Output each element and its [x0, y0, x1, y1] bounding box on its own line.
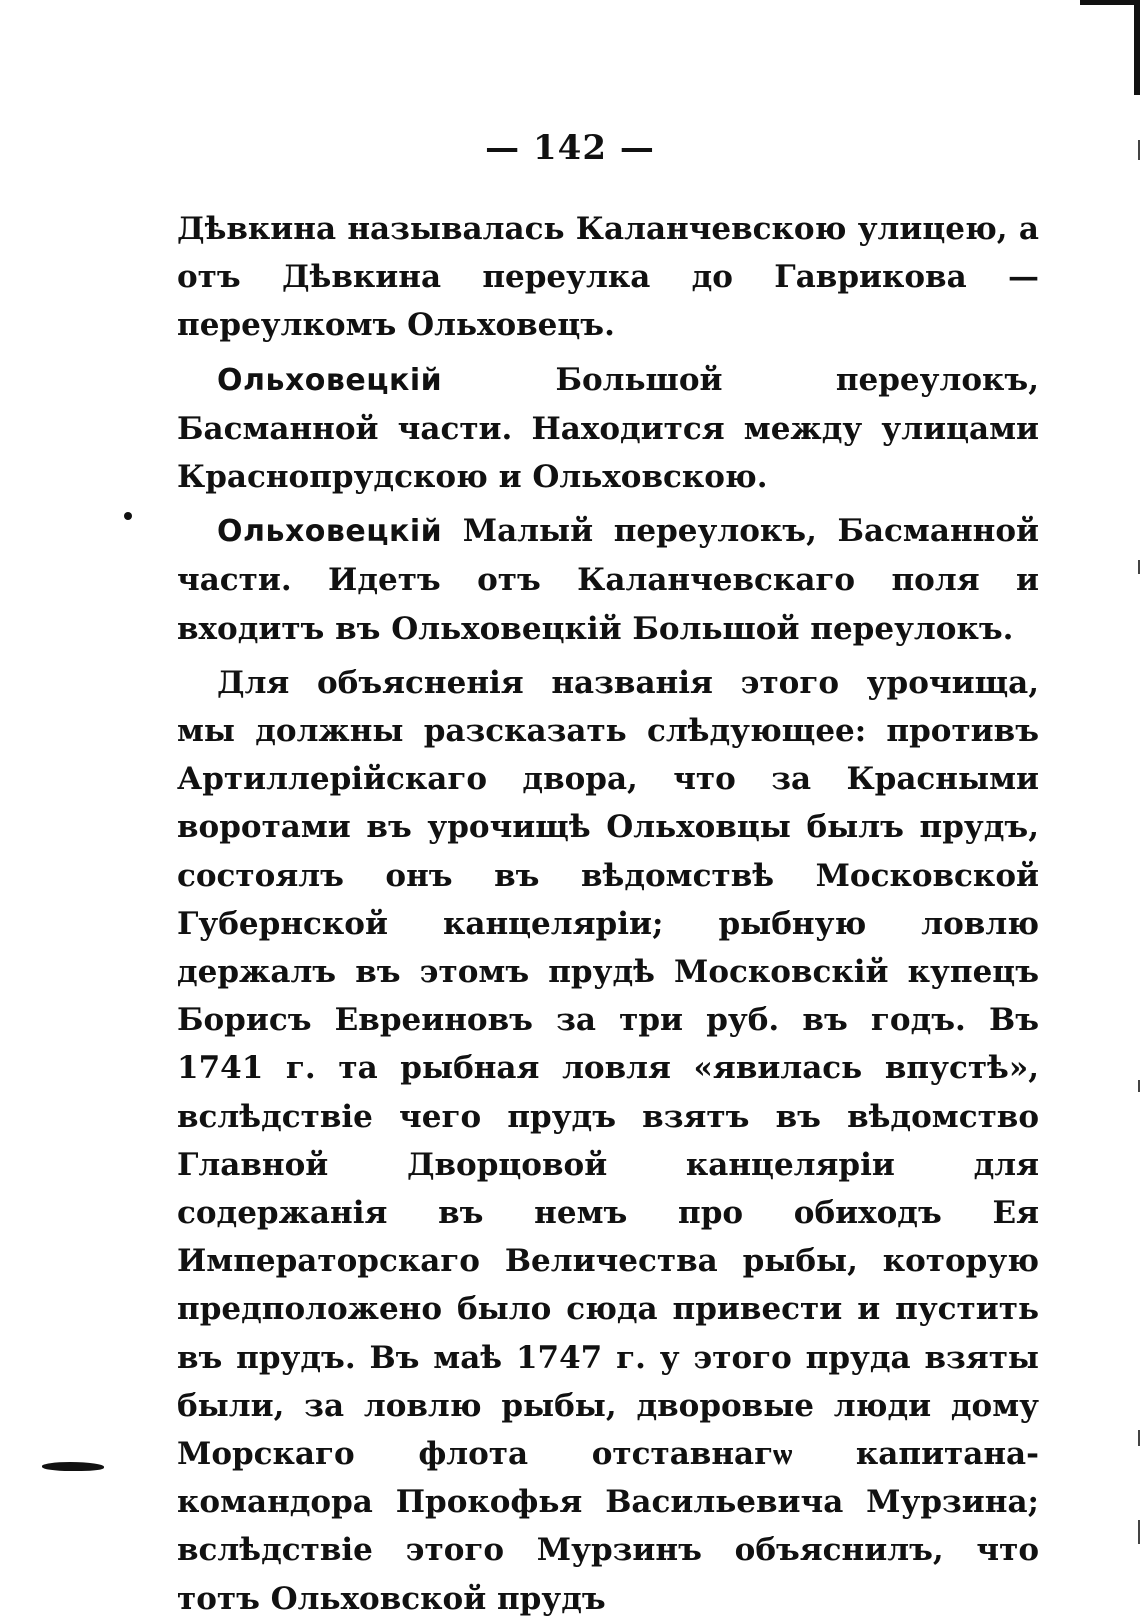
paragraph-text: Дѣвкина называлась Каланчевскою улицею, а отъ Дѣвкина переулка до Гаврикова — переулкомъ Ольховецъ. — [177, 211, 1039, 344]
entry-headword: Ольховецкій — [217, 362, 443, 398]
paragraph-text: Для объясненія названія этого урочища, мы должны разсказать слѣдующее: противъ Артиллерійскаго двора, что за Красными воротами въ урочищѣ Ольховцы былъ прудъ, состоялъ онъ въ вѣдомствѣ Московской Губернской канцеляріи; рыбную ловлю держалъ въ этомъ прудѣ Московскій купецъ Борисъ Евреиновъ за три руб. въ годъ. Въ 1741 г. та рыбная ловля «явилась впустѣ», вслѣдствіе чего прудъ взятъ въ вѣдомство Главной Дворцовой канцеляріи для содержанія въ немъ про обиходъ Ея Императорскаго Величества рыбы, которую предположено было сюда привести и пустить въ прудъ. Въ маѣ 1747 г. у этого пруда взяты были, за ловлю рыбы, дворовые люди дому Морскаго флота отставнагѡ капитана-командора Прокофья Васильевича Мурзина; вслѣдствіе этого Мурзинъ объяснилъ, что тотъ Ольховской прудъ — [177, 664, 1039, 1617]
paragraph — [177, 205, 1039, 350]
scan-edge-mark — [1134, 0, 1140, 95]
paragraph-text: Большой переулокъ, Басманной части. Находится между улицами Краснопрудскою и Ольховскою. — [177, 361, 1039, 496]
ink-smudge — [42, 1462, 104, 1471]
ink-dot — [124, 512, 132, 520]
paragraph — [177, 507, 1039, 653]
paragraph-text: Малый переулокъ, Басманной части. Идетъ отъ Каланчевскаго поля и входитъ въ Ольховецкій Большой переулокъ. — [177, 513, 1039, 647]
entry-headword: Ольховецкій — [217, 514, 443, 550]
body-text — [177, 205, 1039, 1623]
scan-edge-mark — [1080, 0, 1140, 5]
paragraph — [177, 356, 1039, 502]
page-number: — 142 — — [485, 128, 655, 168]
paragraph — [177, 659, 1039, 1623]
